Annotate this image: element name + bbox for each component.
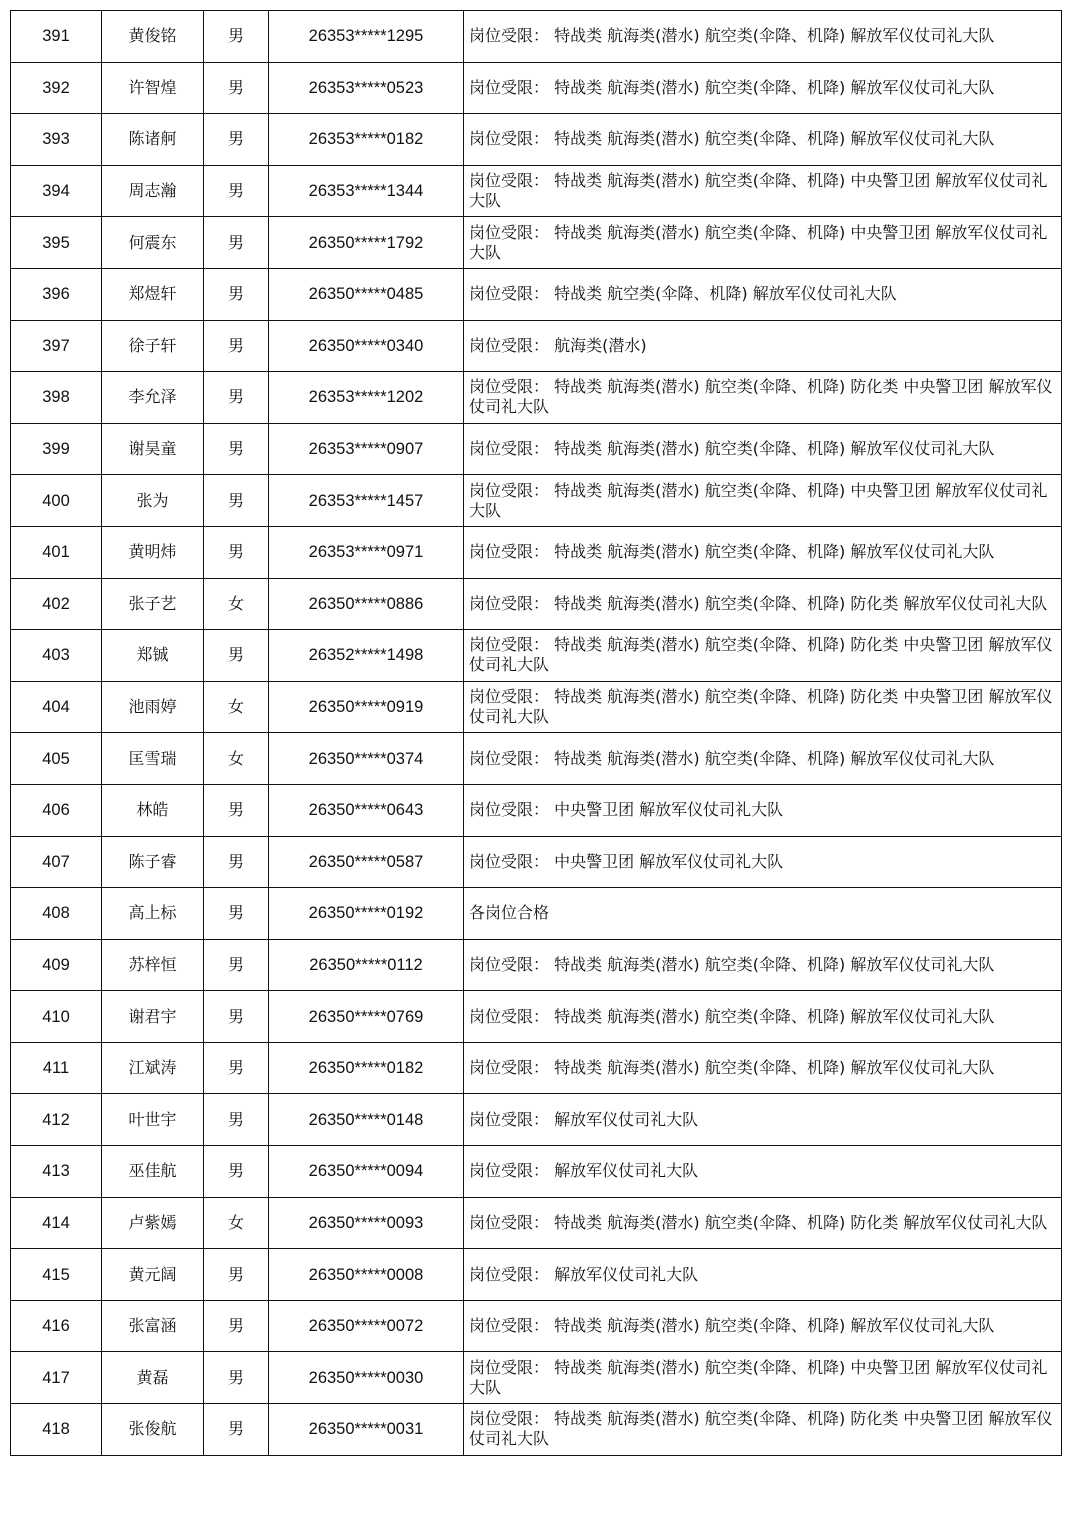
id-number-cell: 26350*****0643 (269, 784, 464, 836)
table-row (11, 372, 1062, 424)
remark-cell: 岗位受限： 特战类 航海类(潜水) 航空类(伞降、机降) 防化类 解放军仪仗司礼大队 (464, 578, 1062, 630)
id-number-cell: 26350*****1792 (269, 217, 464, 269)
serial-number-cell: 393 (11, 114, 102, 166)
serial-number-cell: 394 (11, 165, 102, 217)
id-number-cell: 26350*****0886 (269, 578, 464, 630)
remark-cell: 岗位受限： 特战类 航海类(潜水) 航空类(伞降、机降) 解放军仪仗司礼大队 (464, 1300, 1062, 1352)
table-row (11, 320, 1062, 372)
remark-cell: 岗位受限： 特战类 航海类(潜水) 航空类(伞降、机降) 防化类 中央警卫团 解放军仪仗司礼大队 (464, 1404, 1062, 1456)
table-row (11, 423, 1062, 475)
gender-cell: 男 (204, 888, 269, 940)
id-number-cell: 26353*****1344 (269, 165, 464, 217)
serial-number-cell: 408 (11, 888, 102, 940)
id-number-cell: 26350*****0008 (269, 1249, 464, 1301)
remark-cell: 岗位受限： 特战类 航海类(潜水) 航空类(伞降、机降) 中央警卫团 解放军仪仗司礼大队 (464, 217, 1062, 269)
gender-cell: 男 (204, 1094, 269, 1146)
id-number-cell: 26353*****1295 (269, 11, 464, 63)
table-row (11, 991, 1062, 1043)
id-number-cell: 26353*****0182 (269, 114, 464, 166)
name-cell: 黄元阔 (102, 1249, 204, 1301)
name-cell: 谢君宇 (102, 991, 204, 1043)
gender-cell: 男 (204, 1146, 269, 1198)
remark-cell: 岗位受限： 特战类 航海类(潜水) 航空类(伞降、机降) 解放军仪仗司礼大队 (464, 114, 1062, 166)
table-row (11, 114, 1062, 166)
name-cell: 周志瀚 (102, 165, 204, 217)
serial-number-cell: 412 (11, 1094, 102, 1146)
gender-cell: 男 (204, 1249, 269, 1301)
id-number-cell: 26350*****0031 (269, 1404, 464, 1456)
serial-number-cell: 402 (11, 578, 102, 630)
gender-cell: 女 (204, 733, 269, 785)
id-number-cell: 26350*****0182 (269, 1042, 464, 1094)
gender-cell: 男 (204, 114, 269, 166)
gender-cell: 男 (204, 1352, 269, 1404)
name-cell: 卢紫嫣 (102, 1197, 204, 1249)
name-cell: 黄俊铭 (102, 11, 204, 63)
table-row (11, 1300, 1062, 1352)
serial-number-cell: 411 (11, 1042, 102, 1094)
name-cell: 苏梓恒 (102, 939, 204, 991)
table-row (11, 1404, 1062, 1456)
serial-number-cell: 415 (11, 1249, 102, 1301)
name-cell: 高上标 (102, 888, 204, 940)
name-cell: 张俊航 (102, 1404, 204, 1456)
serial-number-cell: 407 (11, 836, 102, 888)
name-cell: 陈诸舸 (102, 114, 204, 166)
gender-cell: 女 (204, 681, 269, 733)
serial-number-cell: 409 (11, 939, 102, 991)
serial-number-cell: 416 (11, 1300, 102, 1352)
name-cell: 叶世宇 (102, 1094, 204, 1146)
id-number-cell: 26350*****0192 (269, 888, 464, 940)
id-number-cell: 26350*****0919 (269, 681, 464, 733)
id-number-cell: 26353*****0971 (269, 526, 464, 578)
serial-number-cell: 396 (11, 268, 102, 320)
serial-number-cell: 403 (11, 630, 102, 682)
gender-cell: 男 (204, 939, 269, 991)
id-number-cell: 26350*****0093 (269, 1197, 464, 1249)
remark-cell: 岗位受限： 特战类 航海类(潜水) 航空类(伞降、机降) 防化类 解放军仪仗司礼大队 (464, 1197, 1062, 1249)
remark-cell: 岗位受限： 特战类 航海类(潜水) 航空类(伞降、机降) 解放军仪仗司礼大队 (464, 62, 1062, 114)
remark-cell: 岗位受限： 特战类 航海类(潜水) 航空类(伞降、机降) 中央警卫团 解放军仪仗司礼大队 (464, 475, 1062, 527)
remark-cell: 岗位受限： 解放军仪仗司礼大队 (464, 1146, 1062, 1198)
remark-cell: 岗位受限： 特战类 航空类(伞降、机降) 解放军仪仗司礼大队 (464, 268, 1062, 320)
id-number-cell: 26353*****1457 (269, 475, 464, 527)
serial-number-cell: 413 (11, 1146, 102, 1198)
gender-cell: 男 (204, 1042, 269, 1094)
remark-cell: 岗位受限： 特战类 航海类(潜水) 航空类(伞降、机降) 防化类 中央警卫团 解放军仪仗司礼大队 (464, 372, 1062, 424)
id-number-cell: 26350*****0072 (269, 1300, 464, 1352)
remark-cell: 岗位受限： 中央警卫团 解放军仪仗司礼大队 (464, 784, 1062, 836)
serial-number-cell: 404 (11, 681, 102, 733)
id-number-cell: 26352*****1498 (269, 630, 464, 682)
gender-cell: 男 (204, 836, 269, 888)
serial-number-cell: 417 (11, 1352, 102, 1404)
remark-cell: 岗位受限： 解放军仪仗司礼大队 (464, 1094, 1062, 1146)
serial-number-cell: 392 (11, 62, 102, 114)
name-cell: 匡雪瑞 (102, 733, 204, 785)
table-row (11, 630, 1062, 682)
name-cell: 郑铖 (102, 630, 204, 682)
name-cell: 许智煌 (102, 62, 204, 114)
name-cell: 郑煜轩 (102, 268, 204, 320)
table-row (11, 1042, 1062, 1094)
name-cell: 黄磊 (102, 1352, 204, 1404)
gender-cell: 男 (204, 1404, 269, 1456)
gender-cell: 男 (204, 268, 269, 320)
remark-cell: 岗位受限： 特战类 航海类(潜水) 航空类(伞降、机降) 解放军仪仗司礼大队 (464, 526, 1062, 578)
serial-number-cell: 406 (11, 784, 102, 836)
roster-table-body (11, 11, 1062, 1456)
remark-cell: 岗位受限： 航海类(潜水) (464, 320, 1062, 372)
id-number-cell: 26350*****0374 (269, 733, 464, 785)
table-row (11, 1352, 1062, 1404)
name-cell: 黄明炜 (102, 526, 204, 578)
gender-cell: 男 (204, 423, 269, 475)
gender-cell: 男 (204, 784, 269, 836)
name-cell: 张为 (102, 475, 204, 527)
id-number-cell: 26353*****1202 (269, 372, 464, 424)
serial-number-cell: 399 (11, 423, 102, 475)
remark-cell: 岗位受限： 特战类 航海类(潜水) 航空类(伞降、机降) 解放军仪仗司礼大队 (464, 423, 1062, 475)
serial-number-cell: 391 (11, 11, 102, 63)
table-row (11, 165, 1062, 217)
name-cell: 张富涵 (102, 1300, 204, 1352)
table-row (11, 836, 1062, 888)
table-row (11, 1249, 1062, 1301)
serial-number-cell: 401 (11, 526, 102, 578)
remark-cell: 岗位受限： 特战类 航海类(潜水) 航空类(伞降、机降) 解放军仪仗司礼大队 (464, 1042, 1062, 1094)
id-number-cell: 26350*****0769 (269, 991, 464, 1043)
serial-number-cell: 418 (11, 1404, 102, 1456)
gender-cell: 女 (204, 1197, 269, 1249)
table-row (11, 1197, 1062, 1249)
gender-cell: 男 (204, 320, 269, 372)
serial-number-cell: 398 (11, 372, 102, 424)
table-row (11, 268, 1062, 320)
name-cell: 江斌涛 (102, 1042, 204, 1094)
table-row (11, 475, 1062, 527)
remark-cell: 岗位受限： 特战类 航海类(潜水) 航空类(伞降、机降) 防化类 中央警卫团 解放军仪仗司礼大队 (464, 630, 1062, 682)
id-number-cell: 26353*****0907 (269, 423, 464, 475)
table-row (11, 681, 1062, 733)
serial-number-cell: 397 (11, 320, 102, 372)
table-row (11, 217, 1062, 269)
remark-cell: 各岗位合格 (464, 888, 1062, 940)
gender-cell: 女 (204, 578, 269, 630)
name-cell: 林皓 (102, 784, 204, 836)
gender-cell: 男 (204, 475, 269, 527)
id-number-cell: 26350*****0112 (269, 939, 464, 991)
table-row (11, 733, 1062, 785)
remark-cell: 岗位受限： 解放军仪仗司礼大队 (464, 1249, 1062, 1301)
remark-cell: 岗位受限： 特战类 航海类(潜水) 航空类(伞降、机降) 中央警卫团 解放军仪仗司礼大队 (464, 1352, 1062, 1404)
table-row (11, 62, 1062, 114)
table-row (11, 1094, 1062, 1146)
gender-cell: 男 (204, 165, 269, 217)
id-number-cell: 26350*****0030 (269, 1352, 464, 1404)
name-cell: 张子艺 (102, 578, 204, 630)
serial-number-cell: 405 (11, 733, 102, 785)
gender-cell: 男 (204, 62, 269, 114)
id-number-cell: 26353*****0523 (269, 62, 464, 114)
id-number-cell: 26350*****0587 (269, 836, 464, 888)
name-cell: 陈子睿 (102, 836, 204, 888)
name-cell: 何震东 (102, 217, 204, 269)
gender-cell: 男 (204, 11, 269, 63)
id-number-cell: 26350*****0340 (269, 320, 464, 372)
table-row (11, 939, 1062, 991)
roster-table (10, 10, 1062, 1456)
name-cell: 池雨婷 (102, 681, 204, 733)
name-cell: 巫佳航 (102, 1146, 204, 1198)
serial-number-cell: 395 (11, 217, 102, 269)
name-cell: 谢昊童 (102, 423, 204, 475)
name-cell: 李允泽 (102, 372, 204, 424)
remark-cell: 岗位受限： 特战类 航海类(潜水) 航空类(伞降、机降) 解放军仪仗司礼大队 (464, 991, 1062, 1043)
remark-cell: 岗位受限： 特战类 航海类(潜水) 航空类(伞降、机降) 解放军仪仗司礼大队 (464, 939, 1062, 991)
remark-cell: 岗位受限： 特战类 航海类(潜水) 航空类(伞降、机降) 防化类 中央警卫团 解放军仪仗司礼大队 (464, 681, 1062, 733)
remark-cell: 岗位受限： 中央警卫团 解放军仪仗司礼大队 (464, 836, 1062, 888)
id-number-cell: 26350*****0148 (269, 1094, 464, 1146)
table-row (11, 888, 1062, 940)
name-cell: 徐子轩 (102, 320, 204, 372)
gender-cell: 男 (204, 991, 269, 1043)
gender-cell: 男 (204, 217, 269, 269)
serial-number-cell: 410 (11, 991, 102, 1043)
id-number-cell: 26350*****0485 (269, 268, 464, 320)
table-row (11, 11, 1062, 63)
remark-cell: 岗位受限： 特战类 航海类(潜水) 航空类(伞降、机降) 中央警卫团 解放军仪仗司礼大队 (464, 165, 1062, 217)
gender-cell: 男 (204, 630, 269, 682)
table-row (11, 784, 1062, 836)
serial-number-cell: 400 (11, 475, 102, 527)
gender-cell: 男 (204, 526, 269, 578)
gender-cell: 男 (204, 372, 269, 424)
serial-number-cell: 414 (11, 1197, 102, 1249)
remark-cell: 岗位受限： 特战类 航海类(潜水) 航空类(伞降、机降) 解放军仪仗司礼大队 (464, 11, 1062, 63)
table-row (11, 578, 1062, 630)
table-row (11, 1146, 1062, 1198)
gender-cell: 男 (204, 1300, 269, 1352)
id-number-cell: 26350*****0094 (269, 1146, 464, 1198)
remark-cell: 岗位受限： 特战类 航海类(潜水) 航空类(伞降、机降) 解放军仪仗司礼大队 (464, 733, 1062, 785)
table-row (11, 526, 1062, 578)
